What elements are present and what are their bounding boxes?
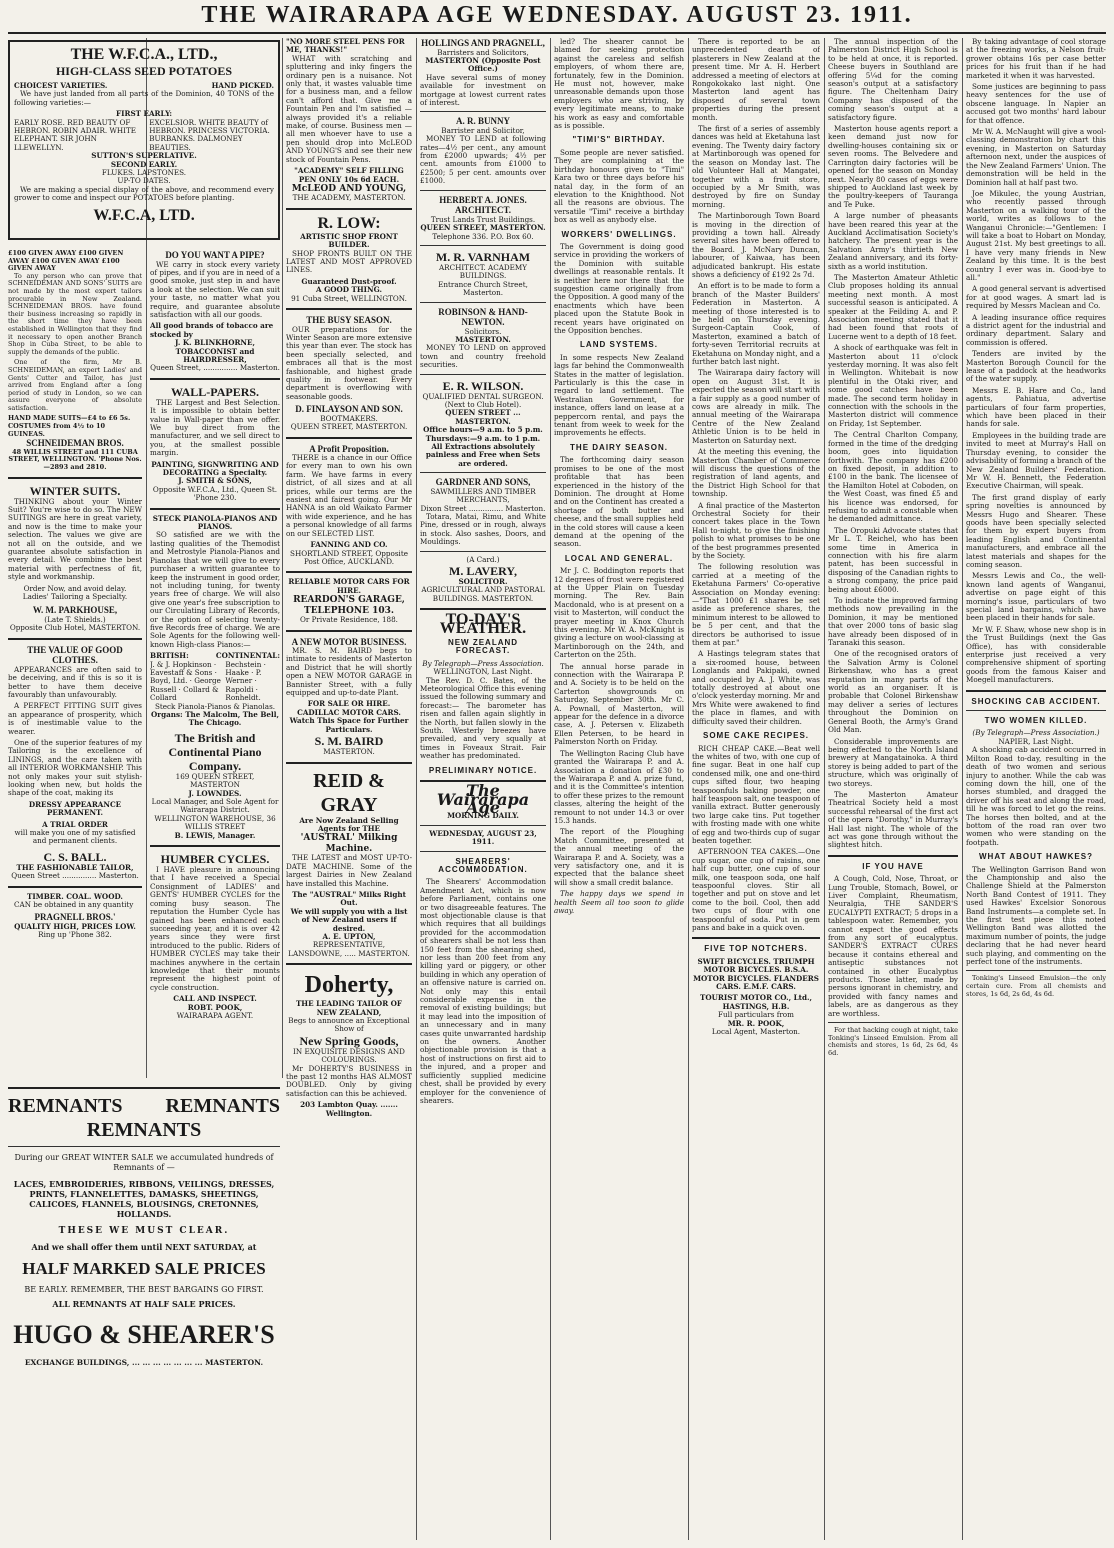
workers-text: The Government is doing good service in providing the workers of the Dominion with suitable dwellings at reasonable rentals. It is neither here nor there that the suggestion came originally from the Opposition. A good many of the enactments which have been placed upon the Statute Book in recent years have originated on the Opposition benches. [554, 241, 684, 335]
wfca-title: THE W.F.C.A., LTD., [70, 46, 218, 63]
lavery-name: M. LAVERY, [449, 563, 517, 578]
weather-dateline: WELLINGTON, Last Night. [433, 667, 533, 677]
weather-text: The Rev. D. C. Bates, of the Meteorological Office this evening issued the following summary and forecast:— The barometer has risen and fallen again slightly in the North, but fallen slowly in the South. Westerly breezes have prevailed, and very squally at times in Foveaux Strait. Fair weather has predominated. [420, 675, 546, 761]
shearers-title: SHEARERS' ACCOMMODATION. [438, 856, 528, 874]
lavery-text: AGRICULTURAL AND PASTORAL BUILDINGS. MASTERTON. [421, 585, 545, 603]
baird-sub: MASTERTON. [323, 747, 375, 757]
upton-sub: REPRESENTATIVE, LANSDOWNE, ..... MASTERTON. [288, 940, 410, 958]
column-divider [550, 38, 551, 1540]
column-2 [150, 250, 280, 1078]
col8-text9: Employees in the building trade are invited to meet at Murray's Hall on Thursday evening, to consider the advisability of forming a branch of the New Zealand Builders' Federation. Mr W. H. Bennett, the Federation Executive Chairman, will speak. [966, 430, 1106, 491]
timber-text: CAN be obtained in any quantity [14, 900, 134, 910]
wfca-intro: We have just landed from all parts of the Dominion, 40 TONS of the following varieties:— [14, 89, 274, 107]
parkhouse-late: (Late T. Shields.) [44, 614, 106, 624]
lowndes-sub: Local Manager, and Sole Agent for Wairarapa District. [151, 797, 279, 815]
col6-text5: The Wairarapa dairy factory will open on August 31st. It is expected the season will start with a fair supply as a good number of cows are already in milk. The annual meeting of the Wairarapa Centre of the New Zealand Athletic Union is to be held in Masterton on Saturday next. [692, 368, 820, 445]
shearers-text: The Shearers' Accommodation Amendment Act, which is now before Parliament, contains one or two disagreeable features. The most objectionable clause is that which requires that all buildings provided for the accommodation of shearers shall be not less than 150 feet from the shearing shed, nor less than 200 feet from any killing yard or piggery, or other building in which any operation of an offensive nature is carried on. Not only may this entail considerable expense in the removal of existing buildings; but it may lead into the imposition of an unnecessary and in many cases quite unwarranted hardship on the owners. Another objectionable provision is that a host of instructions on first aid to the injured, and a proper and sufficiently supplied medicine chest, shall be provided by every employer for the convenience of shearers. [420, 877, 546, 1105]
wallpaper-address: Opposite W.F.C.A., Ltd., Queen St. 'Phone 230. [152, 484, 278, 503]
col6-text2: The first of a series of assembly dances was held at Eketahuna last evening. The Twenty dairy factory at Martinborough was opened for the season on Monday last. The old Volunteer Hall at Mangatei, together with a fruit store, occupied by a Mr Smith, was destroyed by fire on Sunday morning. [692, 124, 820, 209]
col6-text8: The following resolution was carried at a meeting of the Eketahuna Farmers' Co-operative Association on Monday evening:—"That 1000 £1 shares be set aside as preference shares, the minimum interest to be allowed to be 5 per cent, and that the directors be authorised to issue them at par." [692, 562, 820, 648]
wfca-choice: CHOICEST VARIETIES. [14, 81, 108, 90]
wfca-second: SECOND EARLY. [110, 159, 178, 169]
card-label: (A Card.) [466, 554, 500, 564]
pipe-name: J. K. BLINKHORNE, [175, 338, 255, 348]
hawkes-text: The Wellington Garrison Band won the Championship and also the Challenge Shield at the Palmerston North Band Contest of 1911. They used Hawkes' Excelsior Sonorous Band Instruments—a complete set. In the first test piece this noted Wellington Band was allotted the maximum number of points, the judge declaring that he had never heard such playing, and commenting on the perfect tone of the instruments. [966, 864, 1106, 967]
weather-subtitle: NEW ZEALAND FORECAST. [447, 638, 519, 656]
gardner-name: GARDNER AND SONS, [435, 477, 531, 488]
column-5 [554, 38, 684, 1540]
paper-date: WEDNESDAY, AUGUST 23, 1911. [429, 828, 537, 847]
doherty-address: 203 Lambton Quay. ....... Wellington. [300, 1100, 398, 1118]
finlayson-sub: BOOTMAKERS. [320, 413, 378, 423]
prelim-notice: PRELIMINARY NOTICE. [428, 765, 538, 775]
reid-title: REID & GRAY [313, 769, 385, 816]
jones-address: QUEEN STREET, MASTERTON. [420, 223, 546, 233]
trial-order: A TRIAL ORDER [42, 819, 108, 829]
col6-text3: The Martinborough Town Board is moving in the direction of providing a town hall. Already several sites have been offered to the Board. J. McNary Duncan, labourer, of Kaiwaa, has been adjudicated bankrupt. His estate shows a deficiency of £192 2s 7d. [692, 211, 820, 279]
fanning-name: FANNING AND CO. [310, 540, 388, 550]
steck-title: STECK PIANOLA-PIANOS AND PIANOS. [152, 513, 278, 532]
wilson-sub: QUALIFIED DENTAL SURGEON. (Next to Club Hotel). [422, 391, 544, 409]
column-6 [692, 38, 820, 1540]
shock-dateline: NAPIER, Last Night. [998, 736, 1074, 746]
wfca-uptodates: UP-TO DATES. [117, 176, 171, 186]
workers-title: WORKERS' DWELLINGS. [561, 229, 677, 239]
steck-list: Steck Pianola-Pianos & Pianolas. [154, 701, 276, 711]
schneideman-address: 48 WILLIS STREET and 111 CUBA STREET, WELLINGTON. 'Phone Nos.—2893 and 2810. [8, 447, 142, 471]
tourist-name: TOURIST MOTOR CO., Ltd., HASTINGS, H.B. [699, 993, 813, 1011]
pook-sub: WAIRARAPA AGENT. [176, 1010, 254, 1020]
schneideman-more: One of the firm, Mr B. SCHNEIDEMAN, an expert Ladies' and Gents' Cutter and Tailor, has just arrived from England after a long period of study in London, so we can assure everyone of absolute satisfaction. [8, 358, 142, 412]
col8-text6: A leading insurance office requires a district agent for the industrial and ordinary department. Salary and commission is offered. [966, 312, 1106, 347]
wfca-special: We are making a special display of the above, and recommend every grower to come and inspect our POTATOES before planting. [14, 184, 274, 203]
pragnell-phone: Ring up 'Phone 382. [38, 930, 112, 940]
shock-byline: (By Telegraph—Press Association.) [972, 728, 1100, 738]
column-divider [282, 38, 283, 1078]
weather-byline: By Telegraph—Press Association. [422, 658, 544, 668]
low-title: R. LOW: [317, 214, 381, 232]
jones-phone: Telephone 336. P.O. Box 60. [432, 231, 534, 241]
newbiz-watch: Watch This Space for Further Particulars. [289, 716, 409, 734]
low-good: A GOOD THING. [316, 285, 382, 295]
newbiz-text: MR. S. M. BAIRD begs to intimate to residents of Masterton and District that he will shortly open a NEW MOTOR GARAGE in Bannister Street, with a fully equipped and up-to-date Plant. [286, 646, 412, 698]
col7-text6: The Central Charlton Company, formed in the time of the dredging boom, goes into liquidation forthwith. The company has £200 on fixed deposit, in addition to £100 in the bank. The licensee of the Hamilton Hotel at Coboden, on the West Coast, was fined £5 and his licence was endorsed, for refusing to admit a constable when he demanded admittance. [828, 430, 958, 524]
col7-text3: A large number of pheasants have been reared this year at the Auckland Acclimatisation Society's hatchery. The present year is the Salvation Army's thirtieth New Zealand anniversary, and its forty-sixth as a world institution. [828, 211, 958, 271]
doherty-goods: New Spring Goods, [299, 1033, 399, 1048]
local-text4: The report of the Ploughing Match Committee, presented at the annual meeting of the Wairarapa P. and A. Society, was a very satisfactory one, and it is expected that the balance sheet will show a small credit balance. [554, 827, 684, 887]
remnants-title-center: REMNANTS [86, 1119, 202, 1141]
goodclothes-title: THE VALUE OF GOOD CLOTHES. [27, 644, 123, 666]
col8-text8: Messrs E. B. Hare and Co., land agents, Pahiatua, advertise particulars of four farm properties, which have been placed in their hands for sale. [966, 385, 1106, 429]
paper-subtitle: MORNING DAILY. [447, 811, 519, 821]
tonking-text: Tonking's Linseed Emulsion—the only certain cure. From all chemists and stores, 1s 6d, 2s 6d, 4s 6d. [966, 974, 1106, 998]
goodclothes-text: APPEARANCES are often said to be deceiving, and if this is so it is better to have them deceive favourably than unfavourably. [8, 664, 142, 699]
col7-text8: To indicate the improved farming methods now prevailing in the Dominion, it may be mentioned that over 2000 tons of basic slag have already been disposed of in Taranaki this season. [828, 596, 958, 648]
shock-text: A shocking cab accident occurred in Milton Road to-day, resulting in the death of two women and serious injury to another. While the cab was coming down the hill, one of the horses stumbled, and dragged the driver off his seat and along the road, till he was forced to let go the reins. The horses then bolted, and at the bottom of the road ran over two women who were standing on the footpath. [966, 745, 1106, 847]
notchers-title: FIVE TOP NOTCHERS. [704, 944, 808, 954]
trial-text: will make you one of my satisfied and permanent clients. [14, 828, 136, 846]
cakes-text2: AFTERNOON TEA CAKES.—One cup sugar, one cup of raisins, one half cup butter, one cup of sour milk, one teaspoon soda, one half teaspoonful cloves. Stir all together and put on stove and let come to the boil. Cool, then add two cups of flour with one teaspoonful of soda. Put in gem pans and bake in a quick oven. [692, 847, 820, 933]
winter-title: WINTER SUITS. [29, 483, 121, 498]
robinson-sub: Solicitors. [464, 326, 502, 336]
tourist-sub: Full particulars from [718, 1010, 794, 1020]
doherty-title: Doherty, [304, 972, 394, 999]
column-7 [828, 38, 958, 1540]
column-8 [966, 38, 1106, 1540]
winter-ladies: Ladies' Tailoring a Specialty. [22, 592, 128, 601]
wilson-name: E. R. WILSON. [442, 378, 524, 393]
pens-price: "ACADEMY" SELF FILLING PEN ONLY 10s 6d EACH. [294, 166, 404, 184]
col8-text2: Some justices are beginning to pass heavy sentences for the use of obscene language. In Napier an accused got two months' hard labour for that offence. [966, 82, 1106, 125]
profit-text: THERE is a chance in our Office for every man to own his own farm. We have farms in every district, of all sizes and at all prices, while our terms are the easiest and fairest going. Our Mr HANNA is an old Waikato Farmer with wide experience, and he has a personal knowledge of all farms on our SELECTED LIST. [286, 453, 412, 538]
column-divider [688, 38, 689, 1540]
local-text2: The annual horse parade in connection with the Wairarapa P. and A. Society is to be held on the Carterton showgrounds on Saturday, September 30th. Mr C. A. Pownall, of Masterton, will appear for the defence in a divorce case, A. J. Petersen v. Elizabeth Ellen Petersen, to be heard in Palmerston North on Friday. [554, 661, 684, 747]
col7-text2: Masterton house agents report a keen demand just now for dwelling-houses containing six or seven rooms. The Belvedere and Carrington dairy factories will be opened for the season on Monday next. Nearly 80 cases of eggs were shipped to Auckland last week by the poultry-keepers of Tauranga and Te Puke. [828, 124, 958, 209]
timi-text: Some people are never satisfied. They are complaining at the birthday honours given to "Timi" Kara two or three days before his natal day, in the form of an elevation to the Knighthood. Not all the reasons are obvious. The versatile "Timi" receive a birthday box as well as anybody else. [554, 147, 684, 225]
finlayson-name: D. FINLAYSON AND SON. [295, 404, 403, 415]
col7-text5: A shock of earthquake was felt in Masterton about 11 o'clock yesterday morning. It was also felt in Wellington. Whitebait is now plentiful in the Otaki river, and some good catches have been made. The second term holiday in connection with the schools in the Masterton district will commence on Friday, 1st September. [828, 343, 958, 428]
lowndes-name: J. LOWNDES. [188, 788, 242, 798]
hugo-shearer: HUGO & SHEARER'S [13, 1319, 275, 1349]
remnants-clear: THESE WE MUST CLEAR. [58, 1226, 230, 1236]
col8-text1: By taking advantage of cool storage at the freezing works, a Nelson fruit-grower obtains 16s per case better prices for his fruit than if he had marketed it when it was harvested. [966, 38, 1106, 80]
doherty-begs: Begs to announce an Exceptional Show of [288, 1016, 410, 1034]
column-divider [824, 38, 825, 1540]
reid-text: THE LATEST and MOST UP-TO-DATE MACHINE. Some of the largest Dairies in New Zealand have installed this Machine. [286, 853, 412, 888]
col8-text7: Tenders are invited by the Masterton Borough Council for the lease of a paddock at the headworks of the water supply. [966, 349, 1106, 384]
masthead-rule [8, 32, 1106, 34]
pipe-address: Queen Street, ............... Masterton. [150, 363, 280, 373]
col6-text4: An effort is to be made to form a branch of the Master Builders' Federation in Masterton. A meeting of those interested is to be held on Thursday evening. Surgeon-Captain Cook, of Masterton, examined a batch of forty-seven Territorial recruits at Eketahuna on Monday night, and a further batch last night. [692, 281, 820, 367]
col7-text4: The Masterton Amateur Athletic Club proposes holding its annual meeting next month. A most successful season is anticipated. A speaker at the Feilding A. and P. Association meeting stated that it had been found that roots of Lucerne went to a depth of 18 feet. [828, 272, 958, 341]
bunny-name: A. R. BUNNY [456, 116, 510, 127]
cakes-title: SOME CAKE RECIPES. [702, 731, 809, 741]
winter-order: Order Now, and avoid delay. [23, 583, 127, 593]
col6-text7: A final practice of the Masterton Orchestral Society for their concert takes place in the Town Hall to-night, to give the finishing polish to what promises to be one of the best programmes presented by the Society. [692, 500, 820, 560]
hollings-name: HOLLINGS AND PRAGNELL, [421, 38, 545, 48]
parkhouse-address: Opposite Club Hotel, MASTERTON. [9, 623, 141, 633]
reid-supply: We will supply you with a list of New Zealand users if desired. [290, 906, 408, 933]
timber-title: TIMBER. COAL. WOOD. [27, 891, 123, 901]
col7-text7: The Oropuki Advocate states that Mr L. T. Reichel, who has been some time in America in connection with his fire alarm patent, has been successful in disposing of the Canadian rights to a strong company, the price paid being about £6000. [828, 525, 958, 594]
bunny-sub: Barrister and Solicitor, [441, 125, 525, 135]
wallpaper-name: J. SMITH & SONS, [178, 476, 252, 486]
doherty-in: IN EXQUISITE DESIGNS AND COLOURINGS. [293, 1046, 405, 1065]
wallpaper-painting: PAINTING, SIGNWRITING AND DECORATING a Specialty. [151, 459, 279, 478]
column-4 [420, 38, 546, 1540]
lead-text: led? The shearer cannot be blamed for seeking protection against the careless and selfish employers, of whom there are, fortunately, few in the Dominion. He must not, however, make unreasonable demands upon those employers who are striving, by every legitimate means, to make his work as easy and comfortable as is possible. [554, 38, 684, 131]
pragnell-sub: QUALITY HIGH, PRICES LOW. [14, 921, 136, 931]
organs: Organs: The Malcolm, The Bell, The Chicago. [151, 710, 279, 728]
newbiz-cadillac: CADILLAC MOTOR CARS. [297, 707, 401, 717]
steck-text: SO satisfied are we with the lasting qualities of the Themodist and Metrostyle Pianola-Pianos and Pianolas that we will give to every purchaser a written guarantee to keep the instrument in good order, not including tuning, for twenty years free of charge. We will also give one year's free subscription to our Circulating Library of Records, or the option of selecting twenty-five Records free of charge. We are Sole Agents for the following well-known High-class Pianos:— [150, 530, 280, 649]
warehouse-manager: B. LEWIS, Manager. [174, 830, 256, 840]
low-guarantee: Guaranteed Dust-proof. [301, 276, 397, 286]
column-1 [8, 250, 142, 1078]
happy-text: The happy days we spend in health Seem all too soon to glide away. [554, 889, 684, 915]
reardon-private: Or Private Residence, 188. [300, 615, 398, 625]
pipe-title: DO YOU WANT A PIPE? [165, 250, 265, 260]
varnham-sub: ARCHITECT. ACADEMY BUILDINGS. [438, 262, 528, 281]
doherty-sub: THE LEADING TAILOR OF NEW ZEALAND, [295, 999, 403, 1017]
varnham-address: Entrance Church Street, Masterton. [438, 279, 528, 298]
col8-text3: Mr W. A. McNaught will give a wool-classing demonstration by chart this evening, in Masterton on Saturday afternoon next, under the auspices of the New Zealand Farmers' Union. The demonstration will be held in the Dominion hall at half past two. [966, 127, 1106, 187]
land-title: LAND SYSTEMS. [580, 340, 658, 350]
reid-sub: Are Now Zealand Selling Agents for THE [299, 815, 399, 833]
given-away: £100 GIVEN AWAY £100 GIVEN AWAY £100 GIVEN AWAY £100 GIVEN AWAY [8, 250, 124, 273]
col7-text9: One of the recognised orators of the Salvation Army is Colonel Birkenshaw, who has a great reputation in many parts of the world as an organiser. It is probable that Colonel Birkenshaw may deliver a series of lectures throughout the Dominion on General Booth, the Army's Grand Old Man. [828, 649, 958, 735]
jones-name: HERBERT A. JONES. ARCHITECT. [439, 194, 527, 216]
british-heading: BRITISH: [150, 651, 189, 661]
hawkes-title: WHAT ABOUT HAWKES? [979, 852, 1093, 862]
wilson-extractions: All Extractions absolutely painless and Free when Sets are ordered. [425, 442, 541, 468]
humber-title: HUMBER CYCLES. [160, 852, 270, 867]
schneideman-text: To any person who can prove that SCHNEIDEMAN AND SONS' SUITS are not made by the most expert tailors procurable in New Zealand. SCHNEIDEMAN BROS. have found their business increasing so rapidly in the short time they have been established in Wellington that they find it necessary to open another Branch Shop in Cuba Street, to be able to supply the demands of the public. [8, 271, 142, 356]
pens-title: "NO MORE STEEL PENS FOR ME, THANKS!" [286, 38, 405, 55]
wfca-first: FIRST EARLY: [116, 109, 172, 119]
varnham-name: M. R. VARNHAM [435, 249, 531, 264]
remnants-list: LACES, EMBROIDERIES, RIBBONS, VEILINGS, DRESSES, PRINTS, FLANNELETTES, DAMASKS, SHEETINGS, CALICOES, FLANNELS, BLOUSINGS, CRETONNES, HOLLANDS. [13, 1179, 275, 1219]
wilson-address: QUEEN STREET ... MASTERTON. [445, 408, 521, 426]
local-text: Mr J. C. Boddington reports that 12 degrees of frost were registered at the Upper Plain on Tuesday morning. The Rev. Bain Macdonald, who is at present on a visit to Masterton, will conduct the prayer meeting in Knox Church this evening. Mr W. A. McKnight is giving a lecture on wool-classing at Martinborough on the 24th, and Carterton on the 25th. [554, 566, 684, 660]
hollings-sub: Barristers and Solicitors, [437, 47, 529, 57]
remnants-half: HALF MARKED SALE PRICES [22, 1258, 266, 1278]
col7-text10: Considerable improvements are being effected to the North Island brewery at Mangatainoka. A third storey is being added to part of the structure, which was originally of two storeys. [828, 736, 958, 788]
tourist-agent: Local Agent, Masterton. [711, 1027, 801, 1037]
wfca-subtitle: HIGH-CLASS SEED POTATOES [55, 64, 233, 78]
finlayson-address: QUEEN STREET, MASTERTON. [290, 422, 408, 432]
doherty-text: Mr DOHERTY'S BUSINESS in the past 12 months HAS ALMOST DOUBLED. Only by giving satisfaction can this be achieved. [286, 1063, 412, 1098]
winter-text: THINKING about your Winter Suit? You're wise to do so. The NEW SUITINGS are here in great variety, and now is the time to make your selection. The values we give are not all on the outside, and we guarantee absolute satisfaction in every detail. We combine the best material with perfectness of fit, style and workmanship. [8, 496, 142, 582]
goodclothes-dressy: DRESSY APPEARANCE PERMANENT. [28, 799, 122, 818]
ball-sub: THE FASHIONABLE TAILOR, [16, 862, 134, 872]
continental-heading: CONTINENTAL: [215, 651, 280, 661]
bunny-text: MONEY TO LEND at following rates—4½ per cent., any amount from £2000 upwards; 4½ per cent. amounts from £1000 to £2500; 5 per cent. amounts over £1000. [420, 134, 546, 186]
cakes-text: RICH CHEAP CAKE.—Beat well the whites of two, with one cup of fine sugar. Beat in one half cup condensed milk, one and one-third cups sifted flour, two heaping teaspoonfuls baking powder, one half teaspoon salt, one teaspoon of vanilla extract. Butter generously two large cake tins. Put together with frosting made with one white of egg and two-thirds cup of sugar beaten together. [692, 743, 820, 845]
busy-title: THE BUSY SEASON. [306, 315, 392, 326]
hollings-address: MASTERTON (Opposite Post Office.) [425, 55, 541, 74]
pook-name: ROBT. POOK, [187, 1002, 243, 1012]
gardner-address: Dixon Street ............... Masterton. [420, 503, 546, 513]
wallpaper-text: THE Largest and Best Selection. It is impossible to obtain better value in Wall-paper than we offer. We buy direct from the manufacturer, and we sell direct to you, at the smallest possible margin. [150, 397, 280, 458]
continental-list: Bechstein · Haake · P. Werner · Rapoldi · Ronheldt. [225, 659, 266, 703]
col6-text9: A Hastings telegram states that a six-roomed house, between Longlands and Pakipaki, owned and occupied by A. J. White, was totally destroyed at about one o'clock yesterday morning. Mr and Mrs White were awakened to find the place in flames, and with difficulty saved their children. [692, 649, 820, 726]
schneideman-prices: HAND MADE SUITS—£4 to £6 5s. COSTUMES from 4½ to 10 GUINEAS. [8, 414, 131, 438]
hugo-address: EXCHANGE BUILDINGS, ... ... ... ... ... ... ... MASTERTON. [24, 1357, 264, 1367]
remnants-early: BE EARLY. REMEMBER, THE BEST BARGAINS GO FIRST. [24, 1284, 264, 1294]
british-co-address: 169 QUEEN STREET, MASTERTON [175, 771, 255, 790]
profit-title: A Profit Proposition. [309, 443, 389, 454]
pens-name: McLEOD AND YOUNG, [291, 183, 407, 194]
remnants-advert [8, 1082, 280, 1540]
pipe-trade: TOBACCONIST and HAIRDRESSER, [175, 346, 255, 364]
ifyouhave-text: A Cough, Cold, Nose, Throat, or Lung Trouble, Stomach, Bowel, or Liver Complaint, Rheumatism, Neuralgia, THE SANDER'S EUCALYPTI EXTRACT; 5 drops in a tablespoon water. Remember, you cannot expect the good effects from any sort of eucalyptus. SANDER'S EXTRACT CURES because it contains ethereal and antiseptic substances not contained in other Eucalyptus products. Those latter, made by persons ignorant in chemistry, and provided with fancy names and labels, are as dangerous as they are worthless. [828, 874, 958, 1018]
pragnell-name: PRAGNELL BROS.' [34, 912, 116, 923]
low-sub: ARTISTIC SHOP FRONT BUILDER. [300, 231, 398, 250]
column-3 [286, 38, 412, 1540]
column-divider [962, 38, 963, 1540]
reliable-title: RELIABLE MOTOR CARS FOR HIRE. [288, 577, 410, 595]
pipe-text: WE carry in stock every variety of pipes, and if you are in need of a good smoke, just step in and have a look at the selection. We can suit your taste, no matter what you require, and guarantee absolute satisfaction with all our goods. [150, 259, 280, 319]
parkhouse-name: W. M. PARKHOUSE, [32, 605, 118, 616]
goodclothes-text2: A PERFECT FITTING SUIT gives an appearance of prosperity, which is of inestimable value to the wearer. [8, 701, 142, 736]
remnants-title-left: REMNANTS [8, 1095, 123, 1117]
remnants-title-right: REMNANTS [165, 1095, 280, 1117]
busy-text: OUR preparations for the Winter Season are more extensive this year than ever. The stock has been specially selected, and embraces all that is the most fashionable, and highest grade quality in footwear. Every department is overflowing with seasonable goods. [286, 324, 412, 401]
british-list: J. & J. Hopkinson · Eavestaff & Sons · Boyd, Ltd. · George Russell · Collard & Collard [150, 659, 221, 703]
masthead: THE WAIRARAPA AGE WEDNESDAY. AUGUST 23. 1911. [201, 2, 913, 28]
gardner-sub: SAWMILLERS AND TIMBER MERCHANTS, [430, 486, 536, 505]
wfca-flukes: FLUKES. LAPSTONES. [101, 168, 187, 178]
wfca-varieties-right: EXCELSIOR. WHITE BEAUTY of HEBRON. PRINCESS VICTORIA. BURBANKS. DALMONEY BEAUTIES. [149, 117, 270, 152]
reid-milks: The "AUSTRAL" Milks Right Out. [292, 889, 406, 908]
hollings-text: Have several sums of money available for investment on mortgage at lowest current rates of interest. [420, 72, 546, 107]
robinson-text: MONEY TO LEND on approved town and country freehold securities. [420, 343, 546, 370]
col7-text11: The Masterton Amateur Theatrical Society held a most successful rehearsal of the first act of the opera "Dorothy," in Murray's Hall last night. The whole of the act was gone through without the slightest hitch. [828, 789, 958, 850]
schneideman-name: SCHNEIDEMAN BROS. [26, 438, 124, 449]
ifyouhave-title: IF YOU HAVE [862, 861, 924, 871]
robinson-name: ROBINSON & HAND-NEWTON. [438, 306, 528, 328]
wallpaper-title: WALL-PAPERS. [170, 384, 260, 399]
col6-text6: At the meeting this evening, the Masterton Chamber of Commerce will discuss the questions of the registration of land agents, and the District High School for that township. [692, 447, 820, 499]
robinson-city: MASTERTON. [455, 334, 511, 344]
remnants-intro: During our GREAT WINTER SALE we accumulated hundreds of Remnants of — [14, 1153, 274, 1172]
pens-sub: THE ACADEMY, MASTERTON. [292, 193, 406, 203]
low-text: SHOP FRONTS BUILT ON THE LATEST AND MOST APPROVED LINES. [286, 248, 412, 275]
baird-name: S. M. BAIRD [314, 734, 384, 749]
ball-address: Queen Street ............... Masterton. [11, 871, 139, 881]
remnants-offer: And we shall offer them until NEXT SATURDAY, at [31, 1242, 257, 1253]
weather-title: TO-DAY'S WEATHER. [439, 611, 527, 637]
goodclothes-text3: One of the superior features of my Tailoring is the excellence of LININGS, and the care taken with all INTERIOR WORKMANSHIP. This not only makes your suit stylish-looking when new, but holds the shape of the coat, making its [8, 737, 142, 798]
wfca-hand: HAND PICKED. [211, 81, 274, 90]
local-text3: The Wellington Racing Club have granted the Wairarapa P. and A. Association a donation of £30 to the Wairarapa P. and A. prize fund, and it is the Committee's intention to offer these prizes to the remount classes, altering the height of the remount to not under 14.3 or over 15.3 hands. [554, 748, 684, 825]
reid-milk: 'AUSTRAL' Milking Machine. [300, 833, 398, 854]
paper-title: The Wairarapa Age [436, 781, 530, 817]
dairy-title: THE DAIRY SEASON. [570, 442, 668, 452]
warehouse: WELLINGTON WAREHOUSE, 36 WILLIS STREET [154, 813, 276, 832]
column-divider [416, 38, 417, 1540]
wfca-advert [8, 40, 280, 245]
tourist-contact: MR. R. POOK, [727, 1018, 785, 1028]
hacking-text: For that hacking cough at night, take Tonking's Linseed Emulsion. From all chemists and stores, 1s 6d, 2s 6d, 4s 6d. [828, 1026, 958, 1057]
newbiz-sale: FOR SALE OR HIRE. [307, 699, 391, 709]
pens-text: WHAT with scratching and spluttering and inky fingers the ordinary pen is a nuisance. Not only that, it wastes valuable time for a business man, and a fellow can't afford that. Give me a Fountain Pen and I'm satisfied — always provided it's a reliable make, of course. Business men — all men whoever have to use a pen should drop into McLEOD AND YOUNG'S and see their new stock of Fountain Pens. [286, 53, 412, 164]
lavery-sub: SOLICITOR. [458, 576, 508, 586]
wilson-hours: Office hours—9 a.m. to 5 p.m. Thursdays:—9 a.m. to 1 p.m. [423, 425, 543, 443]
col8-text4: Joe Mikulec, the young Austrian, who recently passed through Masterton on a walking tour of the world, writes as follows to the Wanganui Chronicle:—"Gentlemen: I will take a boat to Hobart on Monday, August 21st. My best greetings to all. I have very many friends in New Zealand by this time. It is the best country I ever was in. Good-bye to all." [966, 188, 1106, 282]
local-title: LOCAL AND GENERAL. [564, 553, 674, 563]
humber-text: I HAVE pleasure in announcing that I have received a Special Consignment of LADIES' and GENTS' HUMBER CYCLES for the coming busy season. The reputation the Humber Cycle has gained has been enhanced each succeeding year, and it is over 42 years since they were first introduced to the public. Riders of HUMBER CYCLES may take their machines anywhere in the certain knowledge that their mounts represent the highest point of cycle construction. [150, 865, 280, 992]
col6-text1: There is reported to be an unprecedented dearth of plasterers in New Zealand at the present time. Mr A. H. Herbert addressed a meeting of electors at Rongokokako last night. One Masterton land agent has disposed of several town properties during the present month. [692, 38, 820, 122]
fanning-address: SHORTLAND STREET, Opposite Post Office, AUCKLAND. [290, 548, 408, 566]
remnants-all: ALL REMNANTS AT HALF SALE PRICES. [52, 1299, 236, 1310]
timi-title: "TIMI'S" BIRTHDAY. [572, 135, 666, 145]
wfca-footer: W.F.C.A, LTD. [93, 206, 195, 224]
pipe-tobacco: All good brands of tobacco are stocked by [150, 321, 274, 339]
col8-text10: The first grand display of early spring novelties is announced by Messrs Hugo and Shearer. These goods have been specially selected for them by expert buyers from leading English and Continental manufacturers, and embrace all the latest materials and shapes for the coming season. [966, 492, 1106, 569]
notchers-list: SWIFT BICYCLES. TRIUMPH MOTOR BICYCLES. B.S.A. MOTOR BICYCLES. FLANDERS CARS. E.M.F. CARS. [693, 956, 819, 992]
ball-name: C. S. BALL. [43, 849, 107, 864]
humber-call: CALL AND INSPECT. [173, 994, 257, 1004]
jones-sub: Trust Lands Trust Buildings. [430, 214, 536, 224]
british-co: The British and Continental Piano Company. [168, 730, 262, 773]
col8-text12: Mr W. F. Shaw, whose new shop is in the Trust Buildings (next the Gas Office), has with considerable enterprise just received a very comprehensive shipment of sporting goods from the famous Kaiser and Moegell manufacturers. [966, 624, 1106, 685]
wfca-sutton: SUTTON'S SUPERLATIVE. [91, 151, 197, 161]
col8-text11: Messrs Lewis and Co., the well-known land agents of Wanganui, advertise on page eight of this morning's issue, particulars of two special land bargains, which have been placed in their hands for sale. [966, 571, 1106, 623]
wfca-varieties-left: EARLY ROSE. RED BEAUTY OF HEBRON. ROBIN ADAIR. WHITE ELEPHANT. SIR JOHN LLEWELLYN. [14, 117, 136, 152]
col8-text5: A good general servant is advertised for at good wages. A smart lad is required by Messrs Maclean and Co. [966, 284, 1106, 311]
dairy-text: The forthcoming dairy season promises to be one of the most profitable that has been experienced in the history of the Dominion. The drought at Home and on the Continent has created a shortage of both butter and cheese, and the small supplies held in the cold stores will cause a keen demand at the opening of the season. [554, 455, 684, 549]
shock-subtitle: TWO WOMEN KILLED. [984, 716, 1088, 726]
reardon-name: REARDON'S GARAGE, TELEPHONE 103. [293, 595, 405, 616]
upton-name: A. E. UPTON, [322, 931, 376, 941]
newbiz-title: A NEW MOTOR BUSINESS. [291, 636, 407, 647]
gardner-text: Totara, Matai, Rimu, and White Pine, dressed or in rough, always in stock. Also sashes, Doors, and Mouldings. [420, 511, 546, 547]
low-address: 91 Cuba Street, WELLINGTON. [291, 293, 407, 303]
col7-text1: The annual inspection of the Palmerston District High School is to be held at once, it is reported. Cheese buyers in Southland are offering 5¼d for the coming season's output at a satisfactory figure. The Cheltenham Dairy Company has disposed of the coming season's output at a satisfactory figure. [828, 38, 958, 122]
shock-title: SHOCKING CAB ACCIDENT. [971, 696, 1101, 706]
land-text: In some respects New Zealand lags far behind the Commonwealth States in the matter of legislation. Particularly is this the case in regard to land settlement. The Westralian Government, for instance, offers land on lease at a peppercorn rental, and pays the tenant from week to week for the improvements he effects. [554, 352, 684, 438]
